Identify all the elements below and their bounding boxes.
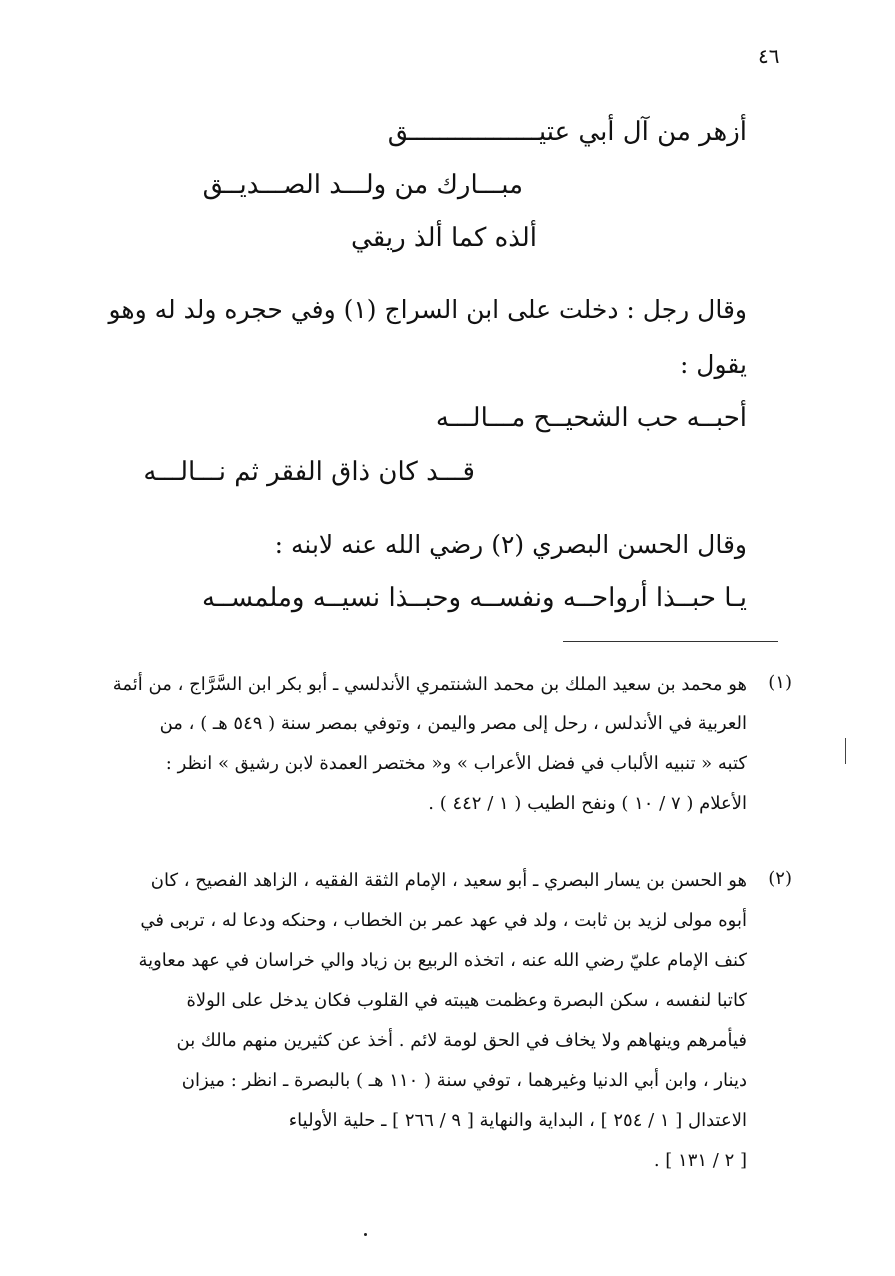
footnote-line: دينار ، وابن أبي الدنيا وغيرهما ، توفي سنة ( ١١٠ هـ ) بالبصرة ـ انظر : ميزان [181,1070,747,1091]
page-number: ٤٦ [758,44,780,68]
poem-line: يـا حبــذا أرواحــه ونفســه وحبــذا نسيــه وملمســه [201,583,747,613]
margin-mark [845,738,846,764]
footnote-line: كنف الإمام عليّ رضي الله عنه ، اتخذه الربيع بن زياد والي خراسان في عهد معاوية [138,950,747,971]
poem-line: ألذه كما ألذ ريقي [351,223,537,253]
prose-line: يقول : [679,350,747,379]
footnote-line: أبوه مولى لزيد بن ثابت ، ولد في عهد عمر بن الخطاب ، وحنكه ودعا له ، تربى في [140,910,747,931]
footnote-separator [563,641,778,642]
footnote-number: (١) [768,672,792,693]
poem-line: أزهر من آل أبي عتيـــــــــــــــــق [387,117,747,147]
footnote-line: فيأمرهم وينهاهم ولا يخاف في الحق لومة لائم . أخذ عن كثيرين منهم مالك بن [176,1030,747,1051]
page-dot [364,1233,367,1236]
footnote-number: (٢) [768,868,792,889]
footnote-line: الأعلام ( ٧ / ١٠ ) ونفح الطيب ( ١ / ٤٤٢ ) . [428,793,747,814]
footnote-line: العربية في الأندلس ، رحل إلى مصر واليمن ، وتوفي بمصر سنة ( ٥٤٩ هـ ) ، من [159,713,747,734]
prose-line: وقال رجل : دخلت على ابن السراج (١) وفي حجره ولد له وهو [108,295,747,324]
footnote-line: الاعتدال [ ١ / ٢٥٤ ] ، البداية والنهاية [ ٩ / ٢٦٦ ] ـ حلية الأولياء [288,1110,747,1131]
footnote-line: كتبه « تنبيه الألباب في فضل الأعراب » و« مختصر العمدة لابن رشيق » انظر : [165,753,747,774]
prose-line: وقال الحسن البصري (٢) رضي الله عنه لابنه : [274,530,747,559]
footnote-line: كاتبا لنفسه ، سكن البصرة وعظمت هيبته في القلوب فكان يدخل على الولاة [186,990,747,1011]
poem-line: أحبــه حب الشحيــح مـــالـــه [435,403,747,433]
poem-line: مبـــارك من ولـــد الصـــديــق [202,170,523,200]
footnote-line: هو الحسن بن يسار البصري ـ أبو سعيد ، الإمام الثقة الفقيه ، الزاهد الفصيح ، كان [150,870,747,891]
footnote-line: [ ٢ / ١٣١ ] . [653,1150,747,1171]
poem-line: قـــد كان ذاق الفقر ثم نـــالـــه [143,457,475,487]
footnote-line: هو محمد بن سعيد الملك بن محمد الشنتمري الأندلسي ـ أبو بكر ابن السَّرَّاج ، من أئمة [112,674,747,695]
